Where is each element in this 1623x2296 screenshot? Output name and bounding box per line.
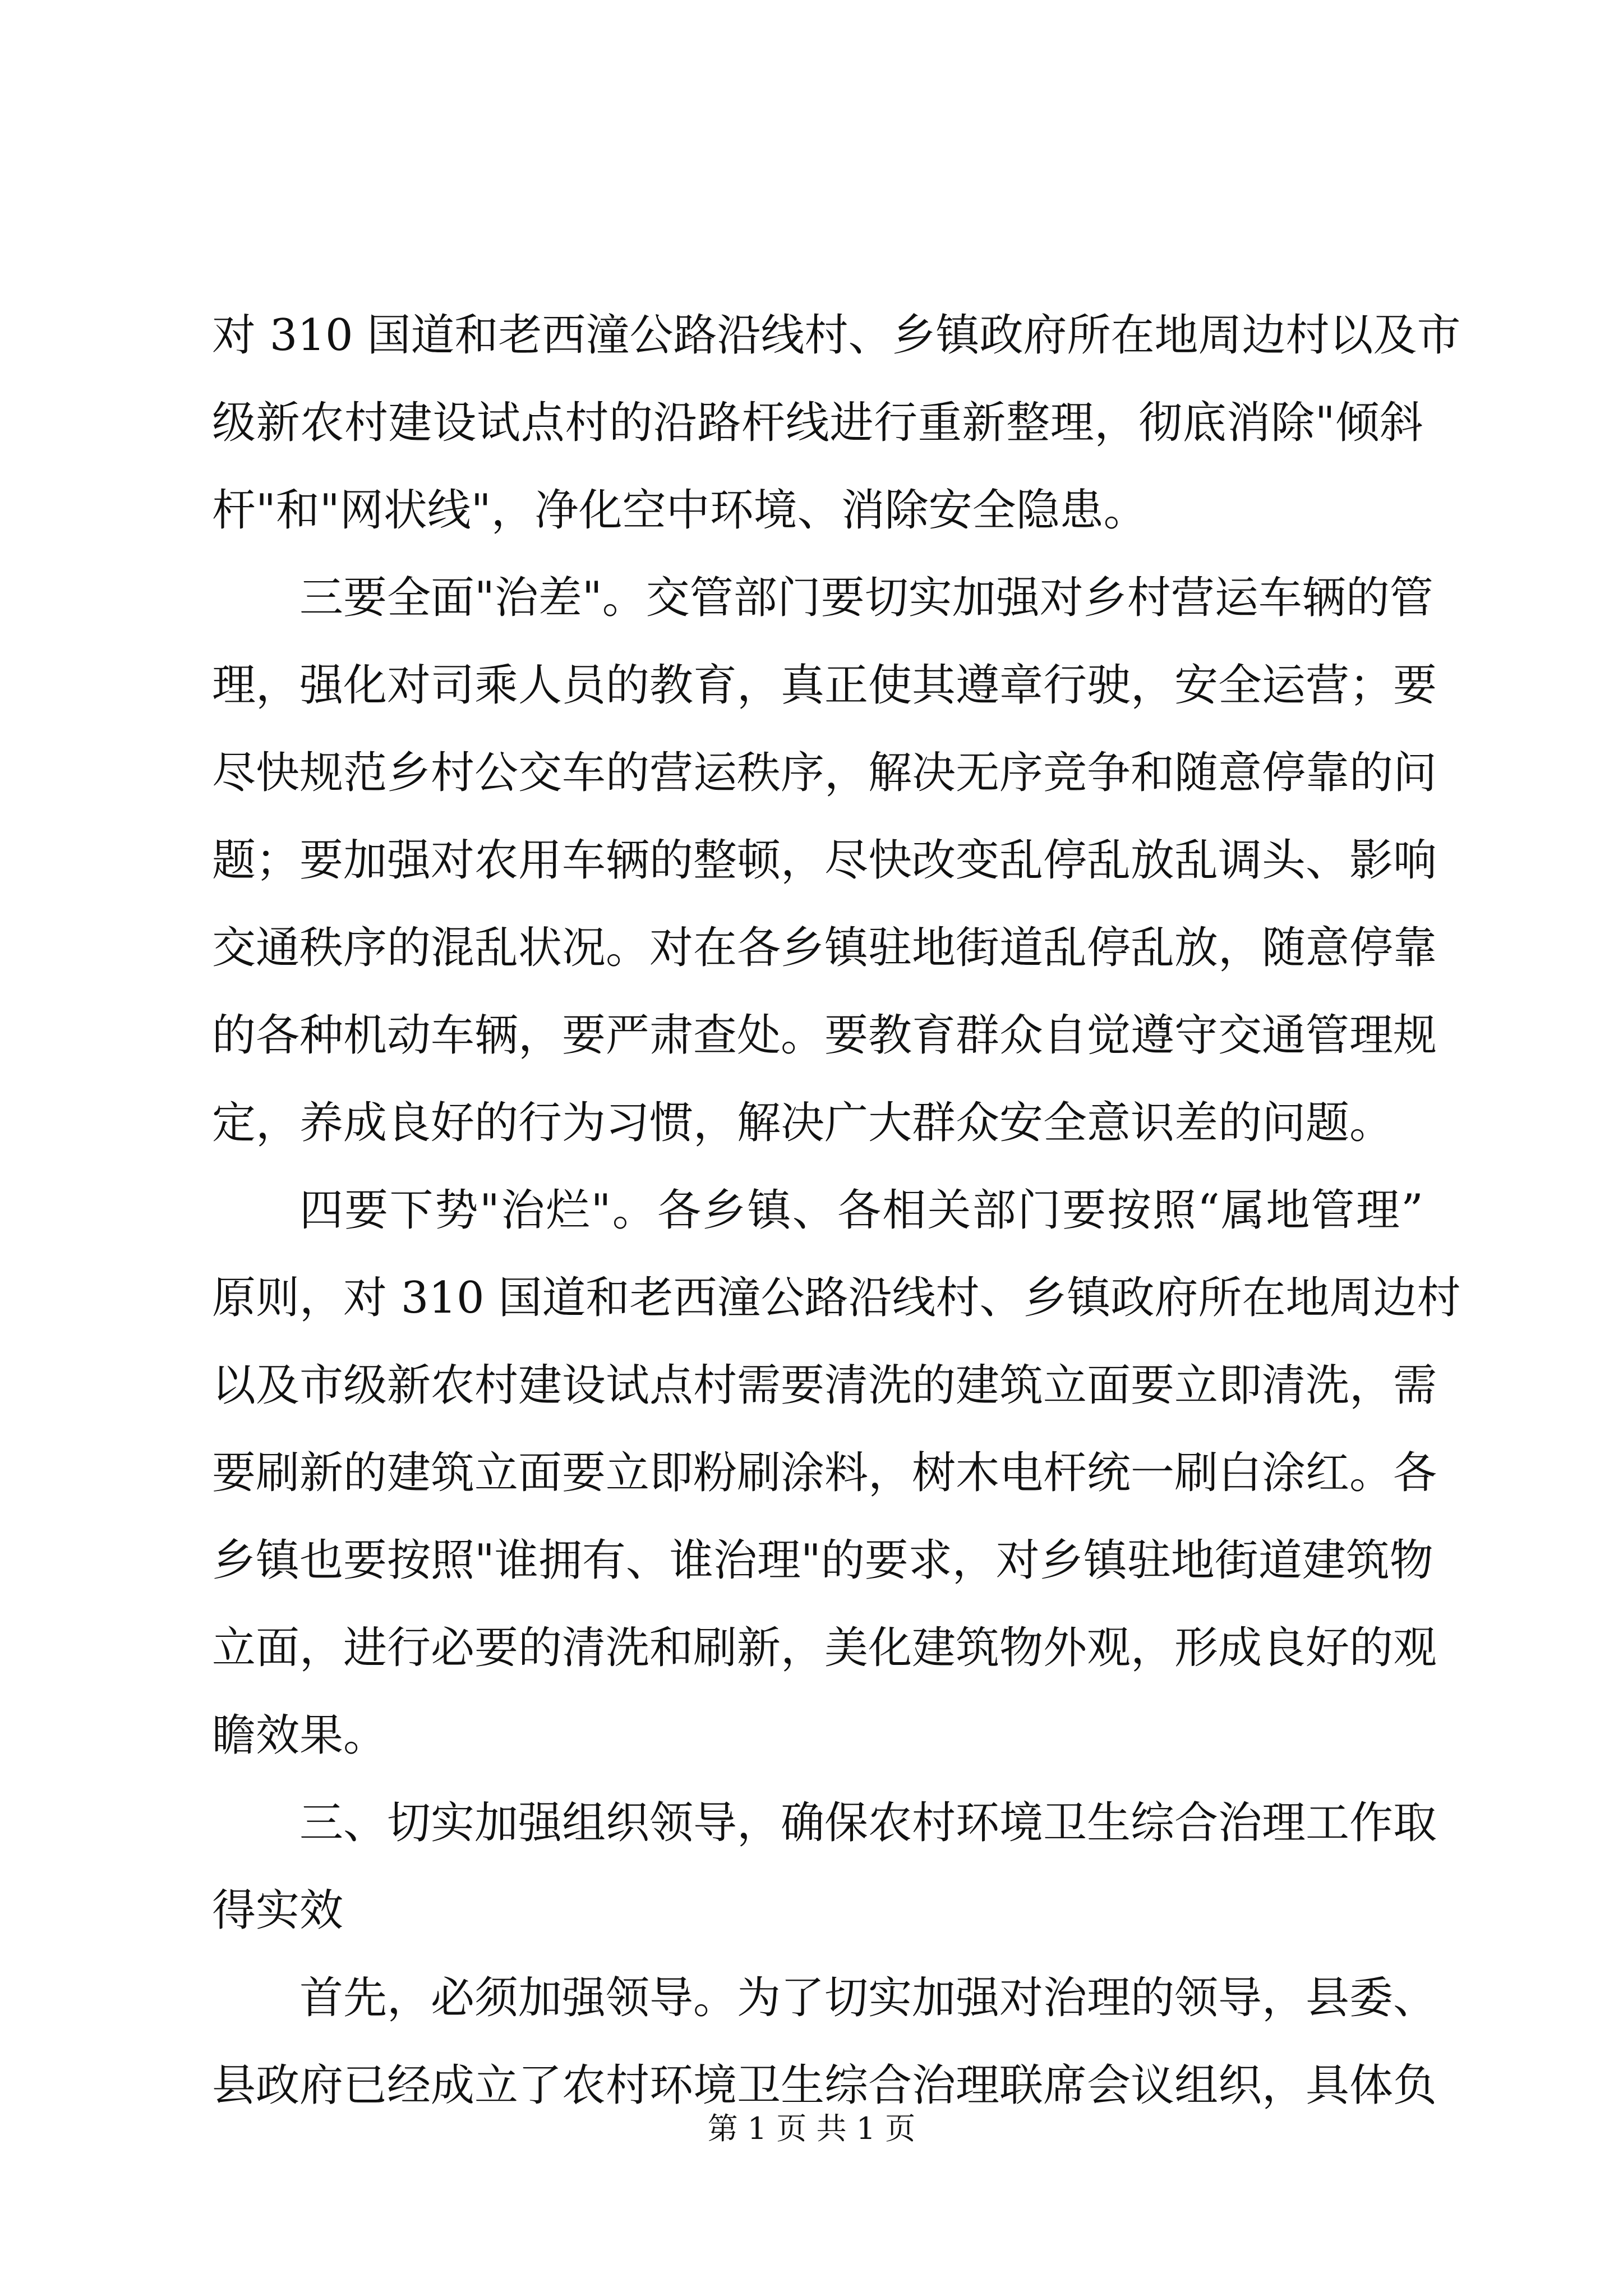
text-line: 得实效: [212, 1885, 344, 1936]
text-line: 交通秩序的混乱状况。对在各乡镇驻地街道乱停乱放，随意停靠: [212, 923, 1437, 973]
text-line: 原则，对 310 国道和老西潼公路沿线村、乡镇政府所在地周边村: [212, 1273, 1461, 1323]
text-line: 瞻效果。: [212, 1710, 388, 1761]
text-line: 首先，必须加强领导。为了切实加强对治理的领导，县委、: [299, 1973, 1437, 2023]
text-line: 四要下势"治烂"。各乡镇、各相关部门要按照“属地管理”: [299, 1185, 1423, 1236]
text-line: 题；要加强对农用车辆的整顿，尽快改变乱停乱放乱调头、影响: [212, 835, 1437, 886]
text-line: 级新农村建设试点村的沿路杆线进行重新整理，彻底消除"倾斜: [212, 398, 1423, 448]
text-line: 对 310 国道和老西潼公路沿线村、乡镇政府所在地周边村以及市: [212, 310, 1461, 361]
text-line: 的各种机动车辆，要严肃查处。要教育群众自觉遵守交通管理规: [212, 1010, 1437, 1061]
text-line: 定，养成良好的行为习惯，解决广大群众安全意识差的问题。: [212, 1098, 1394, 1148]
text-line: 杆"和"网状线"，净化空中环境、消除安全隐患。: [212, 485, 1147, 536]
text-line: 以及市级新农村建设试点村需要清洗的建筑立面要立即清洗，需: [212, 1360, 1437, 1411]
document-body: [212, 292, 1461, 2129]
text-line: 乡镇也要按照"谁拥有、谁治理"的要求，对乡镇驻地街道建筑物: [212, 1535, 1433, 1586]
page-footer: 第 1 页 共 1 页: [707, 2111, 916, 2146]
text-line: 理，强化对司乘人员的教育，真正使其遵章行驶，安全运营；要: [212, 660, 1437, 711]
text-line: 立面，进行必要的清洗和刷新，美化建筑物外观，形成良好的观: [212, 1623, 1437, 1673]
text-line: 尽快规范乡村公交车的营运秩序，解决无序竞争和随意停靠的问: [212, 748, 1437, 798]
text-line: 县政府已经成立了农村环境卫生综合治理联席会议组织，具体负: [212, 2060, 1437, 2111]
text-line: 三要全面"治差"。交管部门要切实加强对乡村营运车辆的管: [299, 573, 1433, 623]
text-line: 要刷新的建筑立面要立即粉刷涂料，树木电杆统一刷白涂红。各: [212, 1448, 1437, 1498]
text-line: 三、切实加强组织领导，确保农村环境卫生综合治理工作取: [299, 1798, 1437, 1848]
